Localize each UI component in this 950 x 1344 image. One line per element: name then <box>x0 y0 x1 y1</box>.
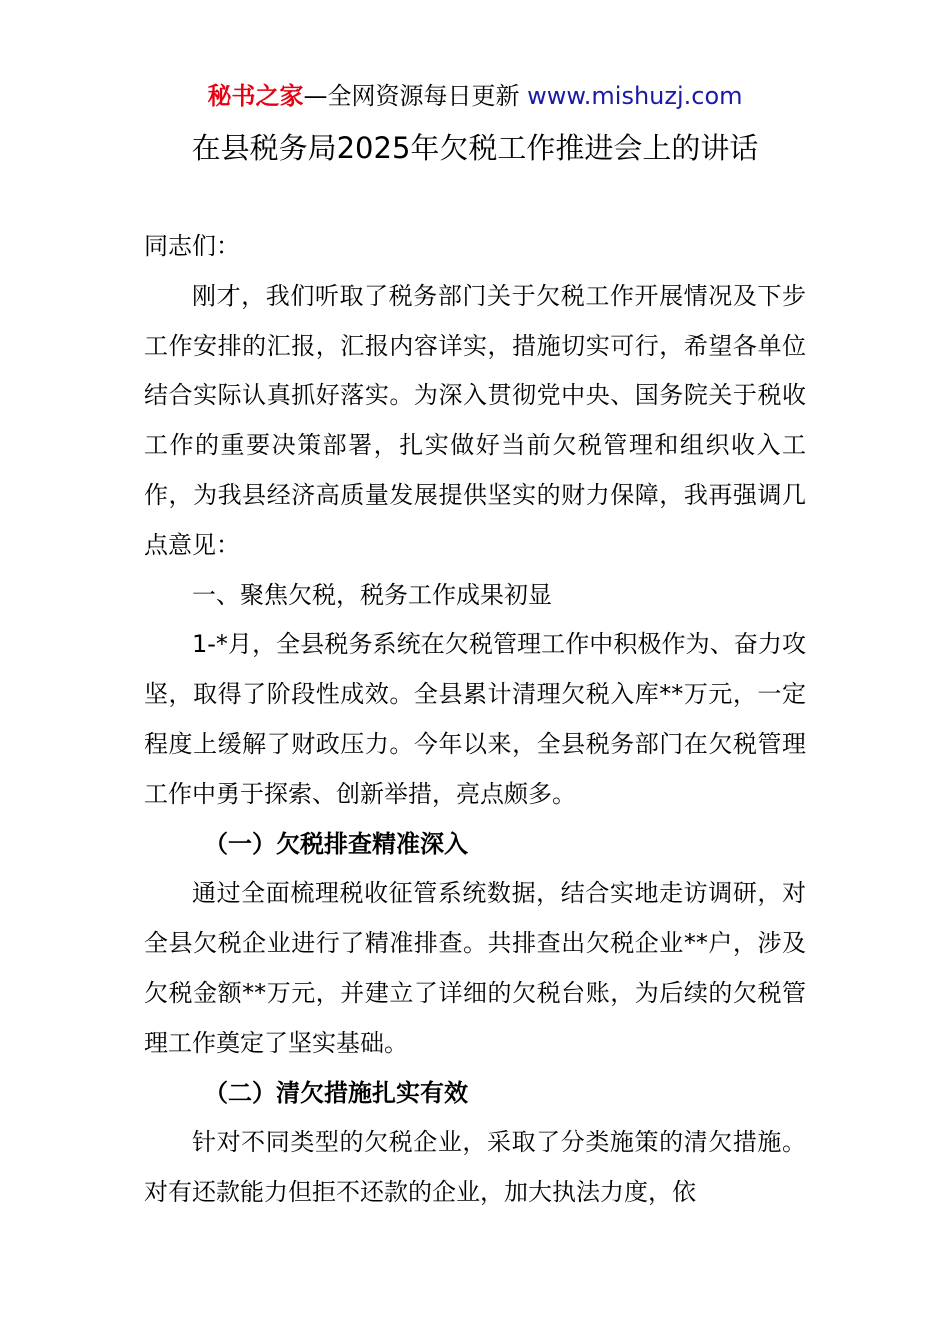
site-url: www.mishuzj.com <box>527 82 743 110</box>
brand-name: 秘书之家 <box>207 82 304 110</box>
intro-paragraph: 刚才，我们听取了税务部门关于欠税工作开展情况及下步工作安排的汇报，汇报内容详实，措施切实可行，希望各单位结合实际认真抓好落实。为深入贯彻党中央、国务院关于税收工作的重要决策部署，扎实做好当前欠税管理和组织收入工作，为我县经济高质量发展提供坚实的财力保障，我再强调几点意见： <box>144 281 806 559</box>
section-heading-1: 一、聚焦欠税，税务工作成果初显 <box>192 580 552 609</box>
site-banner <box>0 78 950 114</box>
subsection-2-paragraph: 针对不同类型的欠税企业，采取了分类施策的清欠措施。对有还款能力但拒不还款的企业，加大执法力度，依 <box>144 1128 806 1207</box>
document-body <box>144 222 806 1218</box>
subsection-1-paragraph: 通过全面梳理税收征管系统数据，结合实地走访调研，对全县欠税企业进行了精准排查。共排查出欠税企业**户，涉及欠税金额**万元，并建立了详细的欠税台账，为后续的欠税管理工作奠定了坚实基础。 <box>144 879 806 1057</box>
banner-tagline: —全网资源每日更新 <box>303 82 520 110</box>
section-1-paragraph: 1-*月，全县税务系统在欠税管理工作中积极作为、奋力攻坚，取得了阶段性成效。全县累计清理欠税入库**万元，一定程度上缓解了财政压力。今年以来，全县税务部门在欠税管理工作中勇于探索、创新举措，亮点颇多。 <box>144 630 806 808</box>
document-title: 在县税务局2025年欠税工作推进会上的讲话 <box>191 131 759 165</box>
subsection-heading-1: （一）欠税排查精准深入 <box>204 829 468 858</box>
subsection-heading-2: （二）清欠措施扎实有效 <box>204 1078 468 1107</box>
greeting: 同志们： <box>144 232 240 260</box>
